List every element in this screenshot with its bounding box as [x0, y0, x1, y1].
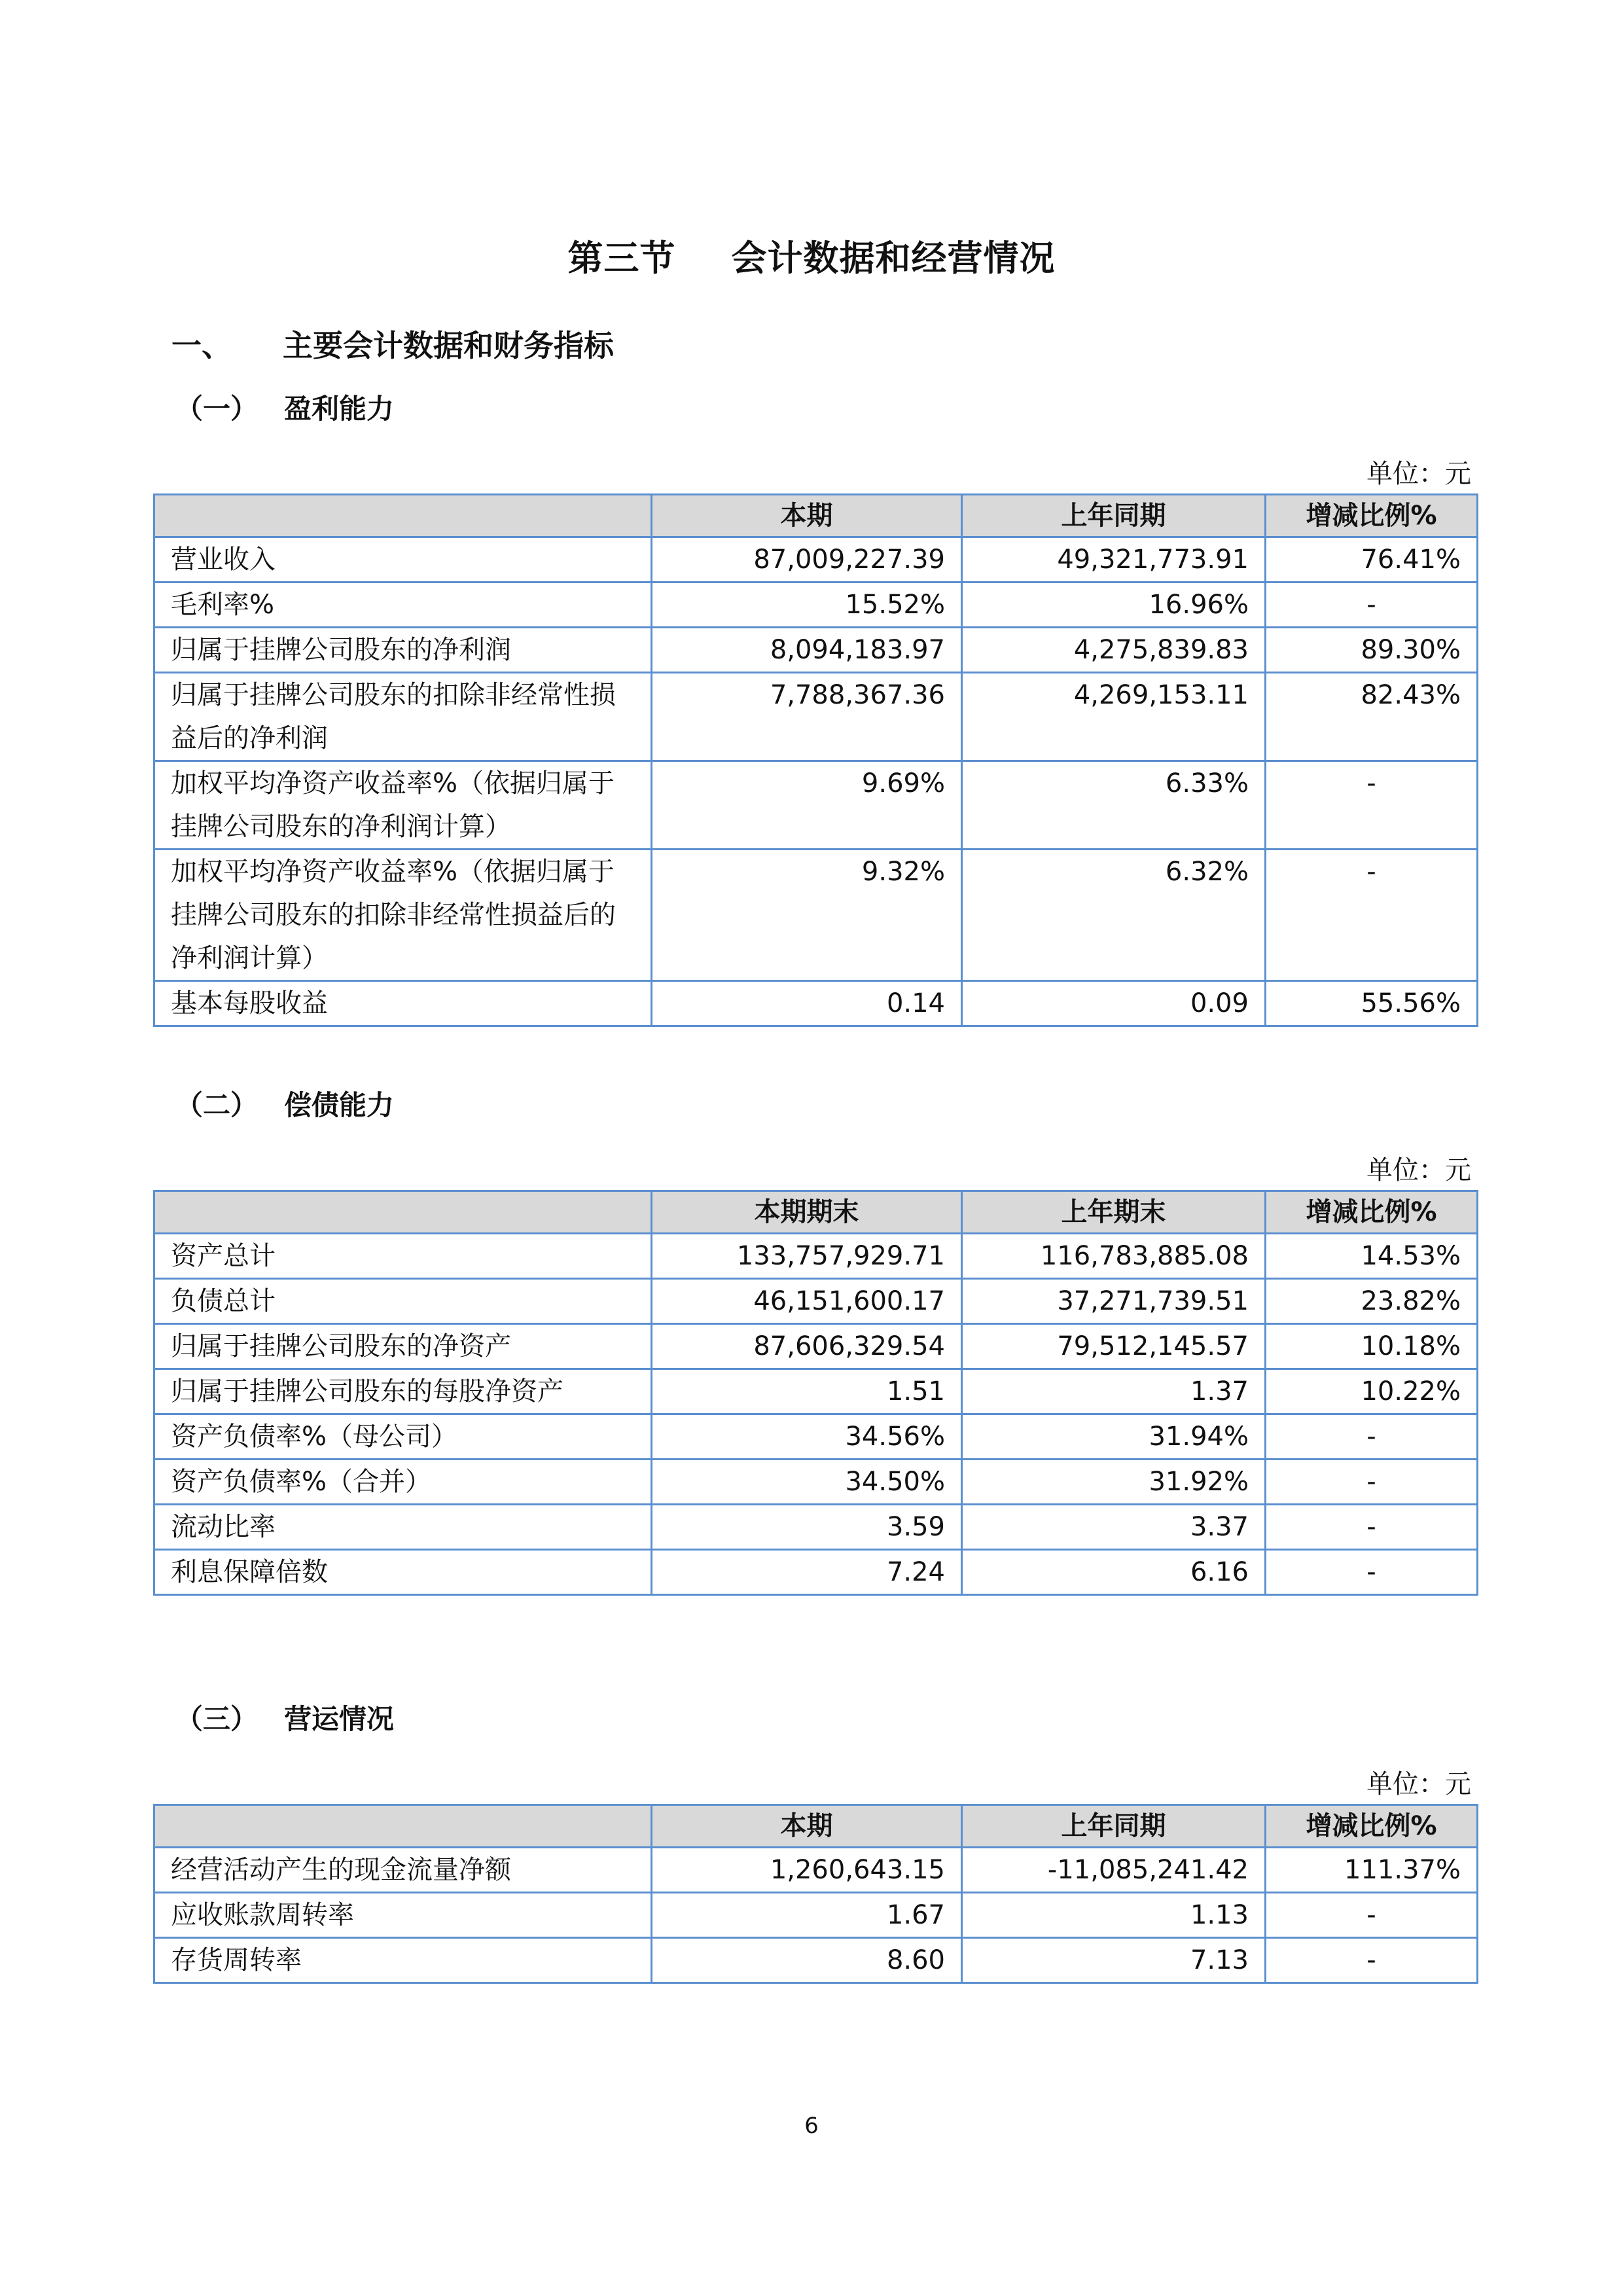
- cell-value: -: [1266, 1938, 1478, 1983]
- column-header: 上年同期: [962, 495, 1266, 537]
- cell-value: 87,009,227.39: [652, 537, 962, 583]
- heading-text: 主要会计数据和财务指标: [283, 328, 614, 363]
- table-row: [154, 537, 1478, 583]
- row-label: 加权平均净资产收益率%（依据归属于挂牌公司股东的净利润计算）: [154, 761, 652, 850]
- cell-value: 1.67: [652, 1893, 962, 1938]
- cell-value: 9.32%: [652, 850, 962, 981]
- table-body: [154, 1234, 1478, 1595]
- cell-value: 1.37: [962, 1369, 1266, 1414]
- subheading-solvency: [175, 1084, 394, 1123]
- cell-value: 8,094,183.97: [652, 628, 962, 673]
- cell-value: 89.30%: [1266, 628, 1478, 673]
- row-label: 加权平均净资产收益率%（依据归属于挂牌公司股东的扣除非经常性损益后的净利润计算）: [154, 850, 652, 981]
- header-blank: [154, 495, 652, 537]
- cell-value: 79,512,145.57: [962, 1324, 1266, 1369]
- cell-value: 37,271,739.51: [962, 1279, 1266, 1324]
- table-row: [154, 1414, 1478, 1460]
- cell-value: 34.50%: [652, 1460, 962, 1505]
- cell-value: 23.82%: [1266, 1279, 1478, 1324]
- table-row: [154, 673, 1478, 761]
- subheading-text: 盈利能力: [284, 393, 395, 425]
- cell-value: -: [1266, 761, 1478, 850]
- cell-value: -: [1266, 850, 1478, 981]
- row-label: 资产总计: [154, 1234, 652, 1279]
- table-row: [154, 1234, 1478, 1279]
- cell-value: 8.60: [652, 1938, 962, 1983]
- table-row: [154, 1505, 1478, 1550]
- cell-value: 7.24: [652, 1550, 962, 1595]
- table-row: [154, 1369, 1478, 1414]
- cell-value: -: [1266, 1550, 1478, 1595]
- column-header: 增减比例%: [1266, 1191, 1478, 1234]
- cell-value: 3.37: [962, 1505, 1266, 1550]
- heading-main-indicators: [171, 322, 614, 365]
- cell-value: 111.37%: [1266, 1848, 1478, 1893]
- row-label: 毛利率%: [154, 583, 652, 628]
- solvency-table: [153, 1190, 1478, 1596]
- table-row: [154, 1324, 1478, 1369]
- cell-value: -: [1266, 1414, 1478, 1460]
- cell-value: 16.96%: [962, 583, 1266, 628]
- row-label: 经营活动产生的现金流量净额: [154, 1848, 652, 1893]
- table-header-row: [154, 1191, 1478, 1234]
- cell-value: 4,275,839.83: [962, 628, 1266, 673]
- cell-value: 133,757,929.71: [652, 1234, 962, 1279]
- cell-value: -: [1266, 1505, 1478, 1550]
- cell-value: 0.14: [652, 981, 962, 1026]
- cell-value: 55.56%: [1266, 981, 1478, 1026]
- unit-label: 单位：元: [1366, 459, 1471, 489]
- row-label: 存货周转率: [154, 1938, 652, 1983]
- cell-value: 14.53%: [1266, 1234, 1478, 1279]
- table-body: [154, 537, 1478, 1026]
- table-row: [154, 1893, 1478, 1938]
- subheading-text: 营运情况: [284, 1703, 395, 1735]
- table-row: [154, 1279, 1478, 1324]
- column-header: 上年期末: [962, 1191, 1266, 1234]
- cell-value: 10.22%: [1266, 1369, 1478, 1414]
- row-label: 归属于挂牌公司股东的每股净资产: [154, 1369, 652, 1414]
- section-title: [0, 230, 1623, 281]
- section-title-name: 会计数据和经营情况: [731, 238, 1056, 279]
- cell-value: 4,269,153.11: [962, 673, 1266, 761]
- heading-number: 一、: [171, 328, 232, 363]
- cell-value: 3.59: [652, 1505, 962, 1550]
- table-header-row: [154, 495, 1478, 537]
- cell-value: 1.51: [652, 1369, 962, 1414]
- table-row: [154, 628, 1478, 673]
- page-number: 6: [804, 2113, 819, 2139]
- cell-value: 6.32%: [962, 850, 1266, 981]
- cell-value: 1.13: [962, 1893, 1266, 1938]
- cell-value: 15.52%: [652, 583, 962, 628]
- cell-value: 87,606,329.54: [652, 1324, 962, 1369]
- column-header: 本期期末: [652, 1191, 962, 1234]
- table-row: [154, 1550, 1478, 1595]
- subheading-number: （一）: [175, 393, 259, 425]
- profitability-table: [153, 493, 1478, 1027]
- cell-value: 6.16: [962, 1550, 1266, 1595]
- subheading-operations: [175, 1698, 394, 1737]
- row-label: 负债总计: [154, 1279, 652, 1324]
- cell-value: -: [1266, 1460, 1478, 1505]
- operations-table: [153, 1804, 1478, 1984]
- table-row: [154, 1848, 1478, 1893]
- subheading-number: （二）: [175, 1089, 259, 1121]
- row-label: 基本每股收益: [154, 981, 652, 1026]
- cell-value: 46,151,600.17: [652, 1279, 962, 1324]
- column-header: 增减比例%: [1266, 1805, 1478, 1848]
- row-label: 归属于挂牌公司股东的扣除非经常性损益后的净利润: [154, 673, 652, 761]
- subheading-number: （三）: [175, 1703, 259, 1735]
- row-label: 资产负债率%（母公司）: [154, 1414, 652, 1460]
- row-label: 归属于挂牌公司股东的净利润: [154, 628, 652, 673]
- cell-value: 76.41%: [1266, 537, 1478, 583]
- header-blank: [154, 1191, 652, 1234]
- table-row: [154, 981, 1478, 1026]
- cell-value: 7.13: [962, 1938, 1266, 1983]
- row-label: 营业收入: [154, 537, 652, 583]
- subheading-text: 偿债能力: [284, 1089, 395, 1121]
- cell-value: -: [1266, 1893, 1478, 1938]
- table-row: [154, 761, 1478, 850]
- unit-label: 单位：元: [1366, 1769, 1471, 1799]
- table-body: [154, 1848, 1478, 1983]
- cell-value: 7,788,367.36: [652, 673, 962, 761]
- column-header: 本期: [652, 495, 962, 537]
- column-header: 本期: [652, 1805, 962, 1848]
- cell-value: 116,783,885.08: [962, 1234, 1266, 1279]
- cell-value: 82.43%: [1266, 673, 1478, 761]
- cell-value: 31.92%: [962, 1460, 1266, 1505]
- cell-value: 9.69%: [652, 761, 962, 850]
- row-label: 资产负债率%（合并）: [154, 1460, 652, 1505]
- column-header: 上年同期: [962, 1805, 1266, 1848]
- table-row: [154, 850, 1478, 981]
- cell-value: 10.18%: [1266, 1324, 1478, 1369]
- cell-value: 0.09: [962, 981, 1266, 1026]
- row-label: 归属于挂牌公司股东的净资产: [154, 1324, 652, 1369]
- section-title-part: 第三节: [567, 238, 676, 279]
- table-row: [154, 1460, 1478, 1505]
- table-row: [154, 583, 1478, 628]
- row-label: 应收账款周转率: [154, 1893, 652, 1938]
- cell-value: 31.94%: [962, 1414, 1266, 1460]
- cell-value: 49,321,773.91: [962, 537, 1266, 583]
- subheading-profitability: [175, 387, 394, 427]
- column-header: 增减比例%: [1266, 495, 1478, 537]
- cell-value: -: [1266, 583, 1478, 628]
- row-label: 利息保障倍数: [154, 1550, 652, 1595]
- table-row: [154, 1938, 1478, 1983]
- header-blank: [154, 1805, 652, 1848]
- cell-value: 1,260,643.15: [652, 1848, 962, 1893]
- unit-label: 单位：元: [1366, 1155, 1471, 1185]
- cell-value: 6.33%: [962, 761, 1266, 850]
- table-header-row: [154, 1805, 1478, 1848]
- row-label: 流动比率: [154, 1505, 652, 1550]
- cell-value: 34.56%: [652, 1414, 962, 1460]
- cell-value: -11,085,241.42: [962, 1848, 1266, 1893]
